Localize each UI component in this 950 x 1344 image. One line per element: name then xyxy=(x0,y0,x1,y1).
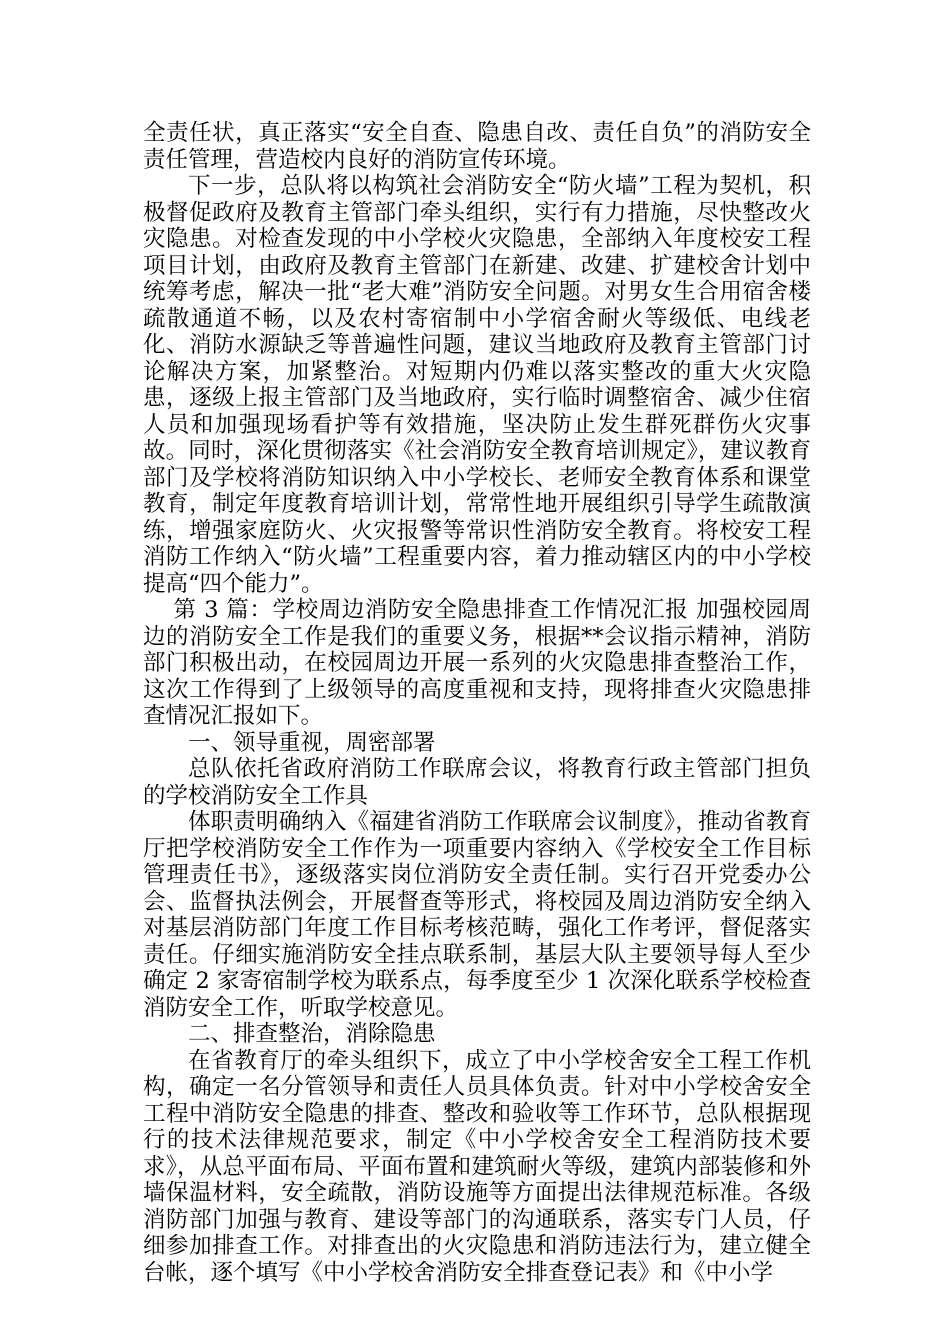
paragraph-2: 下一步，总队将以构筑社会消防安全“防火墙”工程为契机，积极督促政府及教育主管部门牵头组织，实行有力措施，尽快整改火灾隐患。对检查发现的中小学校火灾隐患，全部纳入年度校安工程项目计划，由政府及教育主管部门在新建、改建、扩建校舍计划中统筹考虑，解决一批“老大难”消防安全问题。对男女生合用宿舍楼疏散通道不畅，以及农村寄宿制中小学宿舍耐火等级低、电线老化、消防水源缺乏等普遍性问题，建议当地政府及教育主管部门讨论解决方案，加紧整治。对短期内仍难以落实整改的重大火灾隐患，逐级上报主管部门及当地政府，实行临时调整宿舍、减少住宿人员和加强现场看护等有效措施，坚决防止发生群死群伤火灾事故。同时，深化贯彻落实《社会消防安全教育培训规定》，建议教育部门及学校将消防知识纳入中小学校长、老师安全教育体系和课堂教育，制定年度教育培训计划，常常性地开展组织引导学生疏散演练，增强家庭防火、火灾报警等常识性消防安全教育。将校安工程消防工作纳入“防火墙”工程重要内容，着力推动辖区内的中小学校提高“四个能力”。 xyxy=(143,173,811,597)
document-page xyxy=(143,120,811,1286)
paragraph-4: 总队依托省政府消防工作联席会议，将教育行政主管部门担负的学校消防安全工作具 xyxy=(143,756,811,809)
paragraph-6: 在省教育厅的牵头组织下，成立了中小学校舍安全工程工作机构，确定一名分管领导和责任人员具体负责。针对中小学校舍安全工程中消防安全隐患的排查、整改和验收等工作环节，总队根据现行的技术法律规范要求，制定《中小学校舍安全工程消防技术要求》，从总平面布局、平面布置和建筑耐火等级，建筑内部装修和外墙保温材料，安全疏散，消防设施等方面提出法律规范标准。各级消防部门加强与教育、建设等部门的沟通联系，落实专门人员，仔细参加排查工作。对排查出的火灾隐患和消防违法行为，建立健全台帐，逐个填写《中小学校舍消防安全排查登记表》和《中小学 xyxy=(143,1047,811,1286)
paragraph-1: 全责任状，真正落实“安全自查、隐患自改、责任自负”的消防安全责任管理，营造校内良好的消防宣传环境。 xyxy=(143,120,811,173)
section-heading-1: 一、领导重视，周密部署 xyxy=(188,729,436,756)
paragraph-5: 体职责明确纳入《福建省消防工作联席会议制度》，推动省教育厅把学校消防安全工作作为一项重要内容纳入《学校安全工作目标管理责任书》，逐级落实岗位消防安全责任制。实行召开党委办公会、监督执法例会，开展督查等形式，将校园及周边消防安全纳入对基层消防部门年度工作目标考核范畴，强化工作考评，督促落实责任。仔细实施消防安全挂点联系制，基层大队主要领导每人至少确定 2 家寄宿制学校为联系点，每季度至少 1 次深化联系学校检查消防安全工作，听取学校意见。 xyxy=(143,809,811,1021)
paragraph-3: 第 3 篇：学校周边消防安全隐患排查工作情况汇报 加强校园周边的消防安全工作是我们的重要义务，根据**会议指示精神，消防部门积极出动，在校园周边开展一系列的火灾隐患排查整治工作，这次工作得到了上级领导的高度重视和支持，现将排查火灾隐患排查情况汇报如下。 xyxy=(143,597,811,729)
section-heading-2: 二、排查整治，消除隐患 xyxy=(188,1021,436,1047)
